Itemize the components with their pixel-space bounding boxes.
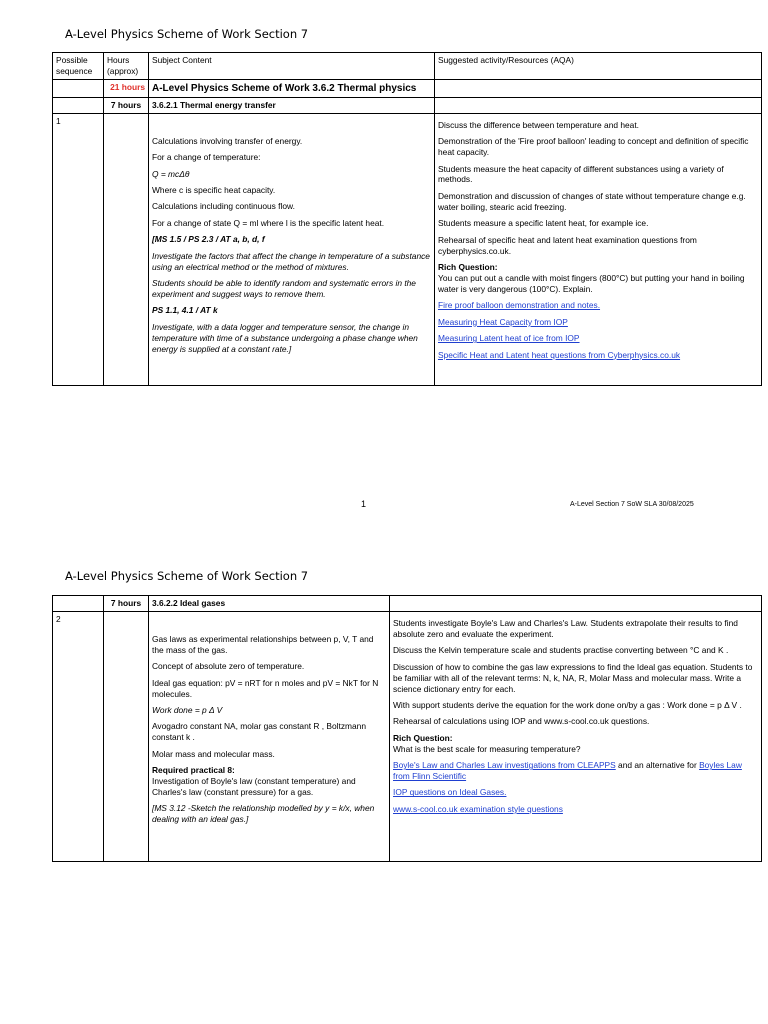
activities — [390, 611, 762, 861]
footer-text: A-Level Section 7 SoW SLA 30/08/2025 — [570, 501, 694, 508]
activity-item: Rehearsal of calculations using IOP and www.s-cool.co.uk questions. — [393, 716, 650, 727]
content-row — [53, 113, 762, 385]
subject-content — [149, 113, 435, 385]
content-item: Students should be able to identify random and systematic errors in the experiment and suggest ways to remove them. — [152, 278, 416, 299]
content-item: For a change of temperature: — [152, 152, 261, 163]
link-connector-text: and an alternative for — [615, 760, 700, 771]
subsection-row — [53, 97, 762, 113]
rich-question-text: You can put out a candle with moist fingers (800°C) but putting your hand in boiling water is very dangerous (100°C). Explain. — [438, 272, 745, 294]
content-row — [53, 611, 762, 861]
subsection-hours: 7 hours — [104, 97, 149, 113]
activity-item: Demonstration of the 'Fire proof balloon' leading to concept and definition of specific heat capacity. — [438, 136, 749, 158]
subsection-title: 3.6.2.1 Thermal energy transfer — [149, 97, 435, 113]
scheme-table-page2 — [52, 595, 762, 862]
header-hours: Hours (approx) — [104, 53, 149, 80]
content-item: Concept of absolute zero of temperature. — [152, 661, 305, 672]
link-fire-proof-balloon[interactable]: Fire proof balloon demonstration and notes. — [438, 300, 601, 311]
equation: Work done = p Δ V — [152, 705, 223, 716]
subject-content — [149, 611, 390, 861]
link-iop-ideal-gases[interactable]: IOP questions on Ideal Gases. — [393, 787, 507, 798]
content-item: Where c is specific heat capacity. — [152, 185, 276, 196]
activity-item: Discuss the Kelvin temperature scale and students practise converting between °C and K . — [393, 645, 729, 656]
row-sequence: 1 — [53, 113, 104, 385]
doc-title-page1: A-Level Physics Scheme of Work Section 7 — [65, 27, 309, 41]
link-latent-heat-iop[interactable]: Measuring Latent heat of ice from IOP — [438, 333, 580, 344]
doc-title-page2: A-Level Physics Scheme of Work Section 7 — [65, 569, 309, 583]
content-item: Investigate the factors that affect the change in temperature of a substance using an electrical method or the method of mixtures. — [152, 250, 430, 272]
practical-text: Investigation of Boyle's law (constant temperature) and Charles's law (constant pressure) for a gas. — [152, 776, 356, 798]
scheme-table-page1 — [52, 52, 762, 386]
activity-item: With support students derive the equation for the work done on/by a gas : Work done = p Δ V . — [393, 699, 742, 710]
practical-label: Required practical 8: — [152, 765, 235, 776]
header-content: Subject Content — [149, 53, 435, 80]
subsection-hours: 7 hours — [104, 596, 149, 612]
link-flinn-scientific[interactable]: Boyles Law from Flinn Scientific — [393, 760, 742, 782]
link-cyberphysics[interactable]: Specific Heat and Latent heat questions from Cyberphysics.co.uk — [438, 349, 681, 360]
content-item: Investigate, with a data logger and temperature sensor, the change in temperature with time of a substance undergoing a phase change when energy is supplied at a constant rate.] — [152, 321, 418, 354]
activity-item: Discussion of how to combine the gas law expressions to find the Ideal gas equation. Students to be familiar with all of the relevant terms: N, k, NA, R, Molar Mass and molecular mass. Write a science dictionary entry for each. — [393, 661, 753, 694]
activities — [435, 113, 762, 385]
page-number: 1 — [361, 499, 367, 509]
activity-item: Rehearsal of specific heat and latent heat examination questions from cyberphysics.co.uk. — [438, 234, 697, 256]
content-item: Gas laws as experimental relationships between p, V, T and the mass of the gas. — [152, 633, 374, 655]
content-item: Calculations including continuous flow. — [152, 201, 295, 212]
ps-reference: PS 1.1, 4.1 / AT k — [152, 305, 218, 316]
activity-item: Students investigate Boyle's Law and Charles's Law. Students extrapolate their results to find absolute zero and evaluate the experiment. — [393, 617, 738, 639]
ms-reference: [MS 3.12 -Sketch the relationship modelled by y = k/x, when dealing with an ideal gas.] — [152, 803, 375, 825]
required-practical — [152, 765, 386, 798]
link-heat-capacity-iop[interactable]: Measuring Heat Capacity from IOP — [438, 316, 568, 327]
link-s-cool[interactable]: www.s-cool.co.uk examination style questions — [393, 803, 563, 814]
activity-item: Students measure a specific latent heat, for example ice. — [438, 218, 649, 229]
rich-question-text: What is the best scale for measuring temperature? — [393, 743, 581, 754]
subsection-row — [53, 596, 762, 612]
row-sequence: 2 — [53, 611, 104, 861]
activity-item: Demonstration and discussion of changes of state without temperature change e.g. water boiling, stearic acid freezing. — [438, 190, 746, 212]
header-activity: Suggested activity/Resources (AQA) — [435, 53, 762, 80]
equation: Q = mcΔθ — [152, 168, 190, 179]
rich-question — [393, 733, 758, 755]
header-row — [53, 53, 762, 80]
rich-question — [438, 262, 758, 295]
content-item: Ideal gas equation: pV = nRT for n moles and pV = NkT for N molecules. — [152, 677, 379, 699]
section-title: A-Level Physics Scheme of Work 3.6.2 Thermal physics — [149, 79, 435, 97]
content-item: Calculations involving transfer of energy. — [152, 135, 303, 146]
content-item: Avogadro constant NA, molar gas constant R , Boltzmann constant k . — [152, 721, 366, 743]
section-hours: 21 hours — [104, 79, 149, 97]
content-item: Molar mass and molecular mass. — [152, 748, 275, 759]
subsection-title: 3.6.2.2 Ideal gases — [149, 596, 390, 612]
header-sequence: Possible sequence — [53, 53, 104, 80]
rich-question-label: Rich Question: — [438, 261, 498, 272]
section-row — [53, 79, 762, 97]
ms-reference: [MS 1.5 / PS 2.3 / AT a, b, d, f — [152, 234, 265, 245]
content-item: For a change of state Q = ml where l is the specific latent heat. — [152, 217, 385, 228]
activity-item: Discuss the difference between temperature and heat. — [438, 119, 639, 130]
link-cleapps[interactable]: Boyle's Law and Charles Law investigations from CLEAPPS — [393, 760, 616, 771]
rich-question-label: Rich Question: — [393, 732, 453, 743]
activity-item: Students measure the heat capacity of different substances using a variety of methods. — [438, 163, 724, 185]
